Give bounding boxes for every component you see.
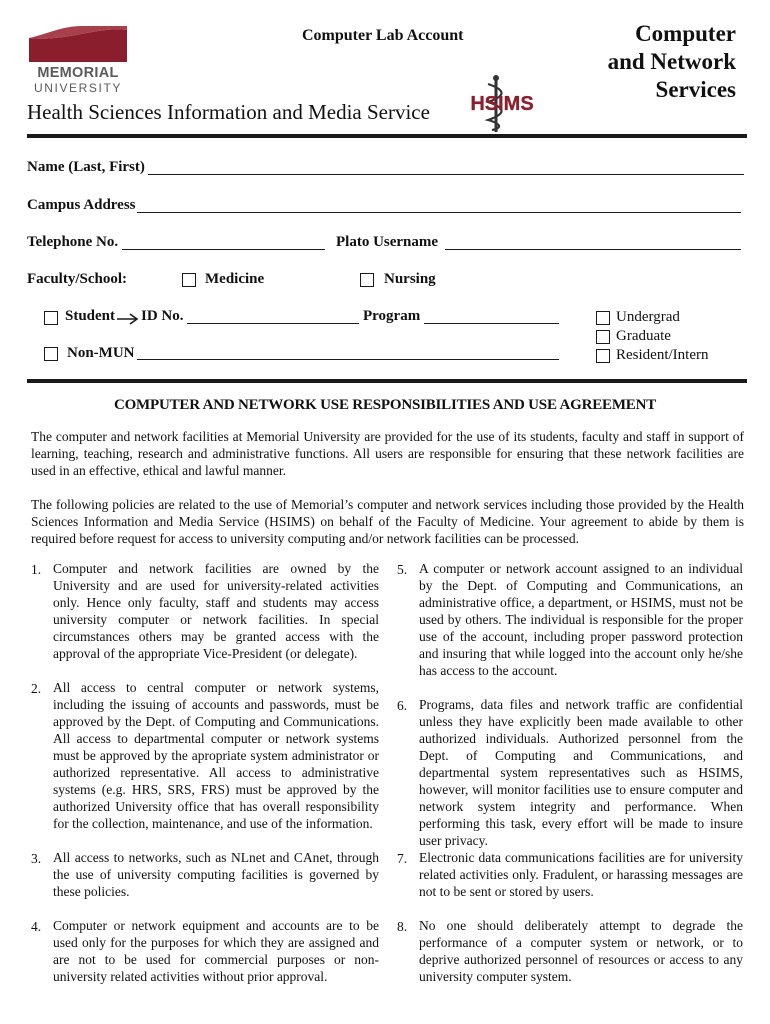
- logo-memorial-text: MEMORIAL: [37, 65, 119, 81]
- memorial-university-logo: [27, 24, 129, 96]
- nursing-checkbox[interactable]: [360, 273, 374, 287]
- hsims-caduceus-logo: [468, 74, 536, 134]
- name-label: Name (Last, First): [27, 159, 145, 175]
- policy-item-text: All access to central computer or network systems, including the issuing of accounts and passwords, must be approved by the Dept. of Computing and Communications. All access to departmental computer or network systems must be approved by the apropriate system administrator or authorized representative. All access to administrative systems (e.g. HRS, SRS, FRS) must be approved by the authorized University office that has overall responsibility for the collection, maintenance, and use of the information.: [53, 680, 379, 831]
- name-field[interactable]: [148, 174, 744, 175]
- plato-username-field[interactable]: [445, 249, 741, 250]
- resident-intern-label: Resident/Intern: [616, 347, 709, 363]
- medicine-label: Medicine: [205, 271, 265, 287]
- intro-paragraph-1: The computer and network facilities at Memorial University are provided for the use of its students, faculty and staff in support of learning, teaching, research and administrative functions. All users are responsible for ensuring that these network facilities are used in an effective, ethical and lawful manner.: [31, 429, 744, 478]
- policy-item-number: 3.: [31, 851, 42, 866]
- department-title-line1: Computer: [635, 21, 736, 46]
- policy-item-text: Electronic data communications facilities are for university related activities only. Fradulent, or harassing messages are not to be sent or stored by users.: [419, 850, 743, 899]
- intro-paragraph-2: The following policies are related to the use of Memorial’s computer and network services including those provided by the Health Sciences Information and Media Service (HSIMS) on behalf of the Faculty of Medicine. Your agreement to abide by them is required before request for access to university computing and/or network facilities can be processed.: [31, 497, 744, 546]
- policy-item-number: 8.: [397, 919, 408, 934]
- program-field[interactable]: [424, 323, 559, 324]
- telephone-label: Telephone No.: [27, 234, 119, 250]
- nursing-label: Nursing: [384, 271, 436, 287]
- hsims-logo-text: HSIMS: [470, 93, 534, 115]
- non-mun-field[interactable]: [137, 359, 559, 360]
- non-mun-checkbox[interactable]: [44, 347, 58, 361]
- policy-item-text: All access to networks, such as NLnet and CAnet, through the use of university computing facilities is governed by these policies.: [53, 850, 379, 899]
- medicine-checkbox[interactable]: [182, 273, 196, 287]
- form-title: Computer Lab Account: [302, 27, 464, 44]
- department-title-line3: Services: [655, 77, 736, 102]
- graduate-label: Graduate: [616, 328, 671, 344]
- policy-item-number: 6.: [397, 698, 408, 713]
- policy-item-text: Programs, data files and network traffic are confidential unless they have explicitly been made available to other authorized individuals. Authorized personnel from the Dept. of Computing and Communications, and departmental system representatives such as HSIMS, however, will monitor facilities use to ensure computer and network system integrity and performance. When performing this task, every effort will be made to insure user privacy.: [419, 697, 743, 848]
- policy-item-number: 7.: [397, 851, 408, 866]
- plato-username-label: Plato Username: [336, 234, 439, 250]
- program-label: Program: [363, 308, 421, 324]
- department-title-line2: and Network: [607, 49, 736, 74]
- hsims-name: Health Sciences Information and Media Service: [27, 100, 430, 124]
- policy-item-text: Computer or network equipment and accounts are to be used only for the purposes for which they are assigned and are not to be used for commercial purposes or non-university related activities without prior approval.: [53, 918, 379, 984]
- policy-item-text: Computer and network facilities are owned by the University and are used for university-related activities only. Hence only faculty, staff and students may access university computer or network facilities. In special circumstances others may be granted access with the approval of the appropriate Vice-President (or delegate).: [53, 561, 379, 661]
- campus-address-field[interactable]: [137, 212, 741, 213]
- non-mun-label: Non-MUN: [67, 345, 135, 361]
- telephone-field[interactable]: [122, 249, 325, 250]
- student-label: Student: [65, 308, 116, 324]
- logo-university-text: UNIVERSITY: [33, 81, 123, 95]
- arrow-right-icon: [116, 312, 140, 326]
- policy-item-text: No one should deliberately attempt to degrade the performance of a computer system or network, or to deprive authorized personnel of resources or access to any university computer system.: [419, 918, 743, 984]
- campus-address-label: Campus Address: [27, 197, 136, 213]
- id-number-field[interactable]: [187, 323, 359, 324]
- undergrad-label: Undergrad: [616, 309, 680, 325]
- department-title: [576, 20, 736, 104]
- policy-item-number: 1.: [31, 562, 42, 577]
- policy-item-text: A computer or network account assigned to an individual by the Dept. of Computing and Communications, an administrative office, a department, or HSIMS, must not be used by others. The individual is responsible for the proper use of the account, including proper password protection and insuring that while logged into the account only he/she has access to the account.: [419, 561, 743, 678]
- resident-intern-checkbox[interactable]: [596, 349, 610, 363]
- policy-item-number: 4.: [31, 919, 42, 934]
- form-divider: [27, 379, 747, 383]
- undergrad-checkbox[interactable]: [596, 311, 610, 325]
- policy-item-number: 2.: [31, 681, 42, 696]
- faculty-label: Faculty/School:: [27, 271, 127, 287]
- header-divider: [27, 134, 747, 138]
- student-checkbox[interactable]: [44, 311, 58, 325]
- id-number-label: ID No.: [141, 308, 184, 324]
- graduate-checkbox[interactable]: [596, 330, 610, 344]
- policy-item-number: 5.: [397, 562, 408, 577]
- agreement-title: COMPUTER AND NETWORK USE RESPONSIBILITIES AND USE AGREEMENT: [113, 397, 657, 413]
